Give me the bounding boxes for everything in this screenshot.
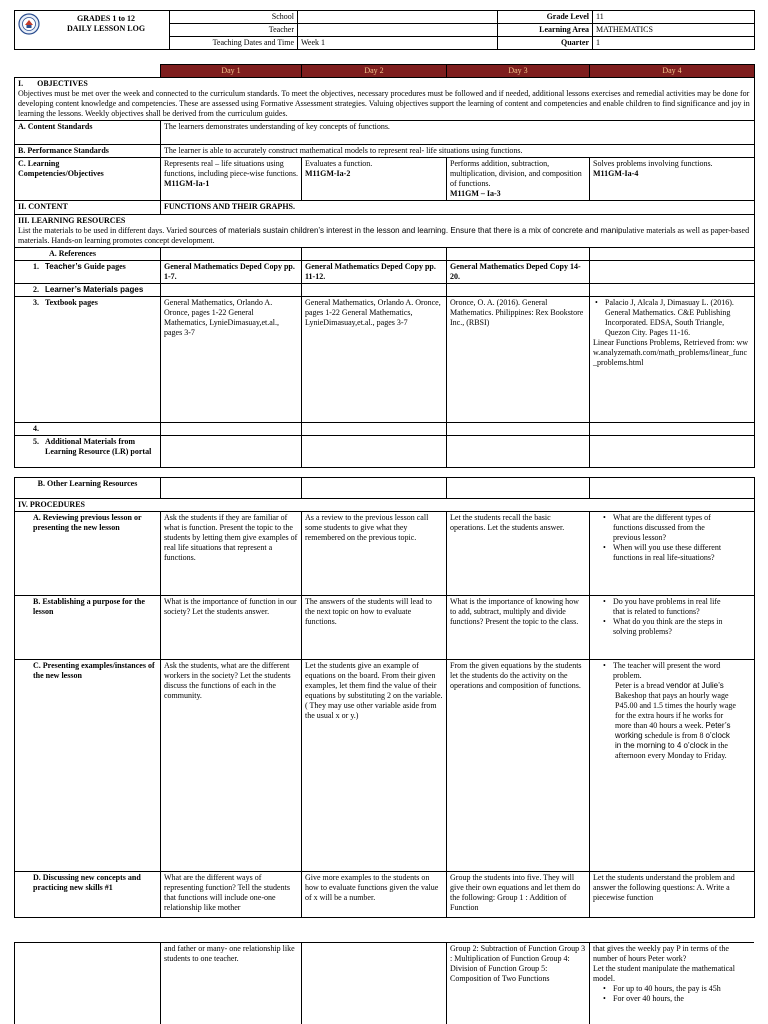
procedure-c-day-2: Let the students give an example of equations on the board. From their given examples, let them find the value of their equations by substituting 2 on the variable. ( They may use other variable aside from the usual x or y.) bbox=[302, 660, 447, 872]
continuation-day-3: Group 2: Subtraction of Function Group 3 : Multiplication of Function Group 4: Division of Function Group 5: Composition of Two Functions bbox=[447, 943, 590, 1024]
textbook-day-2: General Mathematics, Orlando A. Oronce, pages 1-22 General Mathematics, LynieDimasuay,et.al., pages 3-7 bbox=[302, 297, 447, 423]
resources-text-b: sources of materials sustain children’s interest in the lesson and learning. Ensure that there is a mix of concrete and manip bbox=[189, 226, 623, 235]
day-2-header: Day 2 bbox=[302, 65, 447, 78]
continuation-day-4-bullet2: • For over 40 hours, the bbox=[601, 994, 733, 1004]
competencies-day-4-text: Solves problems involving functions. bbox=[593, 159, 713, 168]
teaching-dates-label: Teaching Dates and Time bbox=[170, 37, 298, 50]
objectives-heading: OBJECTIVES bbox=[37, 79, 88, 88]
teachers-guide-label-b: Guide pages bbox=[81, 262, 126, 271]
textbook-day-4-bullet: • Palacio J, Alcala J, Dimasuay L. (2016). General Mathematics. C&E Publishing Incorporated. EDSA, South Triangle, Quezon City. Pages 11-16. bbox=[593, 298, 751, 338]
procedure-a-day-4-q2: • When will you use these different functions in real life-situations? bbox=[601, 543, 733, 563]
competencies-label-1: C. Learning bbox=[18, 159, 60, 168]
learners-materials-day-2 bbox=[302, 284, 447, 297]
procedure-b-day-4-q1: • Do you have problems in real life that is related to functions? bbox=[601, 597, 733, 617]
school-label: School bbox=[170, 11, 298, 24]
day-3-header: Day 3 bbox=[447, 65, 590, 78]
header-section bbox=[14, 10, 754, 45]
textbook-day-1: General Mathematics, Orlando A. Oronce, pages 1-22 General Mathematics, LynieDimasuay,et.al., pages 3-7 bbox=[161, 297, 302, 423]
teaching-dates-value: Week 1 bbox=[298, 37, 498, 50]
content-label: II. CONTENT bbox=[15, 201, 161, 215]
competencies-day-1-text: Represents real – life situations using functions, including piece-wise functions. bbox=[164, 159, 298, 178]
learning-area-label: Learning Area bbox=[498, 24, 593, 37]
continuation-day-2 bbox=[302, 943, 447, 1024]
other-resources-label: B. Other Learning Resources bbox=[15, 478, 161, 499]
additional-materials-day-1 bbox=[161, 436, 302, 468]
references-day-3 bbox=[447, 248, 590, 261]
header-title-dll: DAILY LESSON LOG bbox=[66, 24, 146, 33]
item-4-day-4 bbox=[590, 423, 755, 436]
teachers-guide-day-3: General Mathematics Deped Copy 14-20. bbox=[447, 261, 590, 284]
procedures-section bbox=[14, 477, 754, 918]
objectives-num: I. bbox=[18, 79, 24, 88]
additional-materials-num: 5. bbox=[33, 437, 39, 446]
day-1-header: Day 1 bbox=[161, 65, 302, 78]
textbook-day-3: Oronce, O. A. (2016). General Mathematics. Philippines: Rex Bookstore Inc., (RBSI) bbox=[447, 297, 590, 423]
content-text: FUNCTIONS AND THEIR GRAPHS. bbox=[161, 201, 755, 215]
teachers-guide-label bbox=[15, 261, 161, 284]
teachers-guide-num: 1. bbox=[33, 262, 39, 271]
day-header-spacer bbox=[15, 65, 161, 78]
deped-header-cell bbox=[15, 11, 170, 50]
textbook-day-4 bbox=[590, 297, 755, 423]
learning-area-value: MATHEMATICS bbox=[593, 24, 755, 37]
item-4-label: 4. bbox=[15, 423, 161, 436]
procedure-a-day-4-q1: • What are the different types of functions discussed from the previous lesson? bbox=[601, 513, 733, 543]
additional-materials-day-4 bbox=[590, 436, 755, 468]
procedure-d-label: D. Discussing new concepts and practicing new skills #1 bbox=[15, 872, 161, 918]
performance-standards-text: The learner is able to accurately construct mathematical models to represent real- life situations using functions. bbox=[161, 145, 755, 158]
learners-materials-text: Learner’s Materials pages bbox=[45, 285, 144, 294]
procedure-d-day-4: Let the students understand the problem and answer the following questions: A. Write a piecewise function bbox=[590, 872, 755, 918]
other-resources-day-3 bbox=[447, 478, 590, 499]
procedure-b-day-1: What is the importance of function in our society? Let the students answer. bbox=[161, 596, 302, 660]
header-title-grades: GRADES 1 to 12 bbox=[76, 14, 135, 23]
word-problem-b: vendor at Julie’s bbox=[666, 681, 724, 690]
textbook-day-4-rest: Linear Functions Problems, Retrieved from: www.analyzemath.com/math_problems/linear_func_problems.html bbox=[593, 338, 749, 367]
procedure-b-day-3: What is the importance of knowing how to add, subtract, multiply and divide functions? Present the topic to the class. bbox=[447, 596, 590, 660]
procedure-c-day-1: Ask the students, what are the different workers in the society? Let the students discuss the functions of each in the community. bbox=[161, 660, 302, 872]
teacher-value bbox=[298, 24, 498, 37]
procedure-b-label: B. Establishing a purpose for the lesson bbox=[15, 596, 161, 660]
word-problem bbox=[615, 681, 751, 761]
word-problem-d: Peter’s working bbox=[615, 721, 731, 740]
learners-materials-day-4 bbox=[590, 284, 755, 297]
textbook-pages-num: 3. bbox=[33, 298, 39, 307]
procedure-b-day-4 bbox=[590, 596, 755, 660]
competencies-day-1 bbox=[161, 158, 302, 201]
word-problem-f: o’clock in the morning to 4 o’clock bbox=[615, 731, 730, 750]
continuation-day-4-text1: that gives the weekly pay P in terms of the number of hours Peter work? bbox=[593, 944, 729, 963]
competencies-day-2 bbox=[302, 158, 447, 201]
continuation-section bbox=[14, 942, 754, 1024]
procedure-b-day-2: The answers of the students will lead to the next topic on how to evaluate functions. bbox=[302, 596, 447, 660]
learners-materials-day-3 bbox=[447, 284, 590, 297]
procedure-d-day-1: What are the different ways of representing function? Tell the students that functions will include one-one relationship like mother bbox=[161, 872, 302, 918]
day-4-header: Day 4 bbox=[590, 65, 755, 78]
resources-text-c: ulative materials as well as paper-based materials. Hands-on learning promotes concept development. bbox=[18, 226, 750, 245]
additional-materials-day-2 bbox=[302, 436, 447, 468]
procedure-c-day-4 bbox=[590, 660, 755, 872]
textbook-pages-text: Textbook pages bbox=[45, 298, 98, 307]
procedure-a-day-2: As a review to the previous lesson call some students to give what they remembered on the previous topic. bbox=[302, 512, 447, 596]
item-4-day-1 bbox=[161, 423, 302, 436]
competencies-label bbox=[15, 158, 161, 201]
teachers-guide-label-a: Teacher’s bbox=[45, 262, 82, 271]
resources-row bbox=[15, 215, 755, 248]
teachers-guide-day-4 bbox=[590, 261, 755, 284]
word-problem-c: Bakeshop that pays an hourly wage P45.00 and 1.5 times the hourly wage for the extra hours if he works for more than 40 hours a week. bbox=[615, 691, 736, 730]
continuation-day-1: and father or many- one relationship like students to one teacher. bbox=[161, 943, 302, 1024]
quarter-label: Quarter bbox=[498, 37, 593, 50]
competencies-day-4 bbox=[590, 158, 755, 201]
competencies-day-3-code: M11GM – Ia-3 bbox=[450, 189, 501, 198]
resources-text-a: List the materials to be used in different days. Varied bbox=[18, 226, 189, 235]
references-label: A. References bbox=[15, 248, 161, 261]
learners-materials-label bbox=[15, 284, 161, 297]
learners-materials-day-1 bbox=[161, 284, 302, 297]
item-4-day-2 bbox=[302, 423, 447, 436]
competencies-label-2: Competencies/Objectives bbox=[18, 169, 104, 178]
other-resources-day-4 bbox=[590, 478, 755, 499]
procedure-d-day-2: Give more examples to the students on how to evaluate functions given the value of x will be a number. bbox=[302, 872, 447, 918]
deped-seal-icon bbox=[18, 13, 40, 35]
procedure-a-day-4 bbox=[590, 512, 755, 596]
competencies-day-3 bbox=[447, 158, 590, 201]
resources-label: III. LEARNING RESOURCES bbox=[18, 216, 126, 225]
continuation-day-4 bbox=[590, 943, 755, 1024]
grade-level-label: Grade Level bbox=[498, 11, 593, 24]
word-problem-e: schedule is from 8 bbox=[642, 731, 706, 740]
teachers-guide-day-2: General Mathematics Deped Copy pp. 11-12. bbox=[302, 261, 447, 284]
teachers-guide-day-1: General Mathematics Deped Copy pp. 1-7. bbox=[161, 261, 302, 284]
other-resources-day-2 bbox=[302, 478, 447, 499]
school-value bbox=[298, 11, 498, 24]
continuation-day-4-bullet1: • For up to 40 hours, the pay is 45h bbox=[601, 984, 733, 994]
competencies-day-2-text: Evaluates a function. bbox=[305, 159, 373, 168]
procedure-a-label: A. Reviewing previous lesson or presenting the new lesson bbox=[15, 512, 161, 596]
procedure-c-day-4-intro: • The teacher will present the word problem. bbox=[601, 661, 733, 681]
textbook-pages-label bbox=[15, 297, 161, 423]
references-day-1 bbox=[161, 248, 302, 261]
item-4-day-3 bbox=[447, 423, 590, 436]
additional-materials-label bbox=[15, 436, 161, 468]
references-day-4 bbox=[590, 248, 755, 261]
performance-standards-label: B. Performance Standards bbox=[15, 145, 161, 158]
main-table-section bbox=[14, 64, 754, 468]
quarter-value: 1 bbox=[593, 37, 755, 50]
learners-materials-num: 2. bbox=[33, 285, 39, 294]
continuation-day-4-text2: Let the student manipulate the mathematical model. bbox=[593, 964, 735, 983]
word-problem-a: Peter is a bread bbox=[615, 681, 667, 690]
procedure-a-day-3: Let the students recall the basic operations. Let the students answer. bbox=[447, 512, 590, 596]
procedure-c-day-3: From the given equations by the students let the students do the activity on the operations and composition of functions. bbox=[447, 660, 590, 872]
content-standards-label: A. Content Standards bbox=[15, 121, 161, 145]
competencies-day-1-code: M11GM-Ia-1 bbox=[164, 179, 210, 188]
other-resources-day-1 bbox=[161, 478, 302, 499]
word-problem-g: in the afternoon every Monday to Friday. bbox=[615, 741, 728, 760]
procedure-a-day-1: Ask the students if they are familiar of what is function. Present the topic to the students by letting them give examples of real life situations that represent a functions. bbox=[161, 512, 302, 596]
teacher-label: Teacher bbox=[170, 24, 298, 37]
procedure-b-day-4-q2: • What do you think are the steps in solving problems? bbox=[601, 617, 733, 637]
grade-level-value: 11 bbox=[593, 11, 755, 24]
competencies-day-3-text: Performs addition, subtraction, multiplication, division, and composition of functions. bbox=[450, 159, 582, 188]
competencies-day-4-code: M11GM-Ia-4 bbox=[593, 169, 639, 178]
procedure-c-label: C. Presenting examples/instances of the new lesson bbox=[15, 660, 161, 872]
references-day-2 bbox=[302, 248, 447, 261]
objectives-row bbox=[15, 78, 755, 121]
additional-materials-day-3 bbox=[447, 436, 590, 468]
additional-materials-text: Additional Materials from Learning Resource (LR) portal bbox=[45, 437, 152, 456]
content-standards-text: The learners demonstrates understanding of key concepts of functions. bbox=[161, 121, 755, 145]
procedure-d-day-3: Group the students into five. They will give their own equations and let them do the following: Group 1 : Addition of Function bbox=[447, 872, 590, 918]
objectives-text: Objectives must be met over the week and connected to the curriculum standards. To meet the objectives, necessary procedures must be followed and if needed, additional lessons exercises and remedial activities may be done for developing content knowledge and competencies. These are assessed using Formative Assessment strategies. Valuing objectives support the learning of content and competencies and enable children to find significance and joy in learning the lessons. Weekly objectives shall be derived from the curriculum guides. bbox=[18, 89, 750, 118]
competencies-day-2-code: M11GM-Ia-2 bbox=[305, 169, 351, 178]
procedures-label: IV. PROCEDURES bbox=[15, 499, 755, 512]
continuation-label bbox=[15, 943, 161, 1024]
